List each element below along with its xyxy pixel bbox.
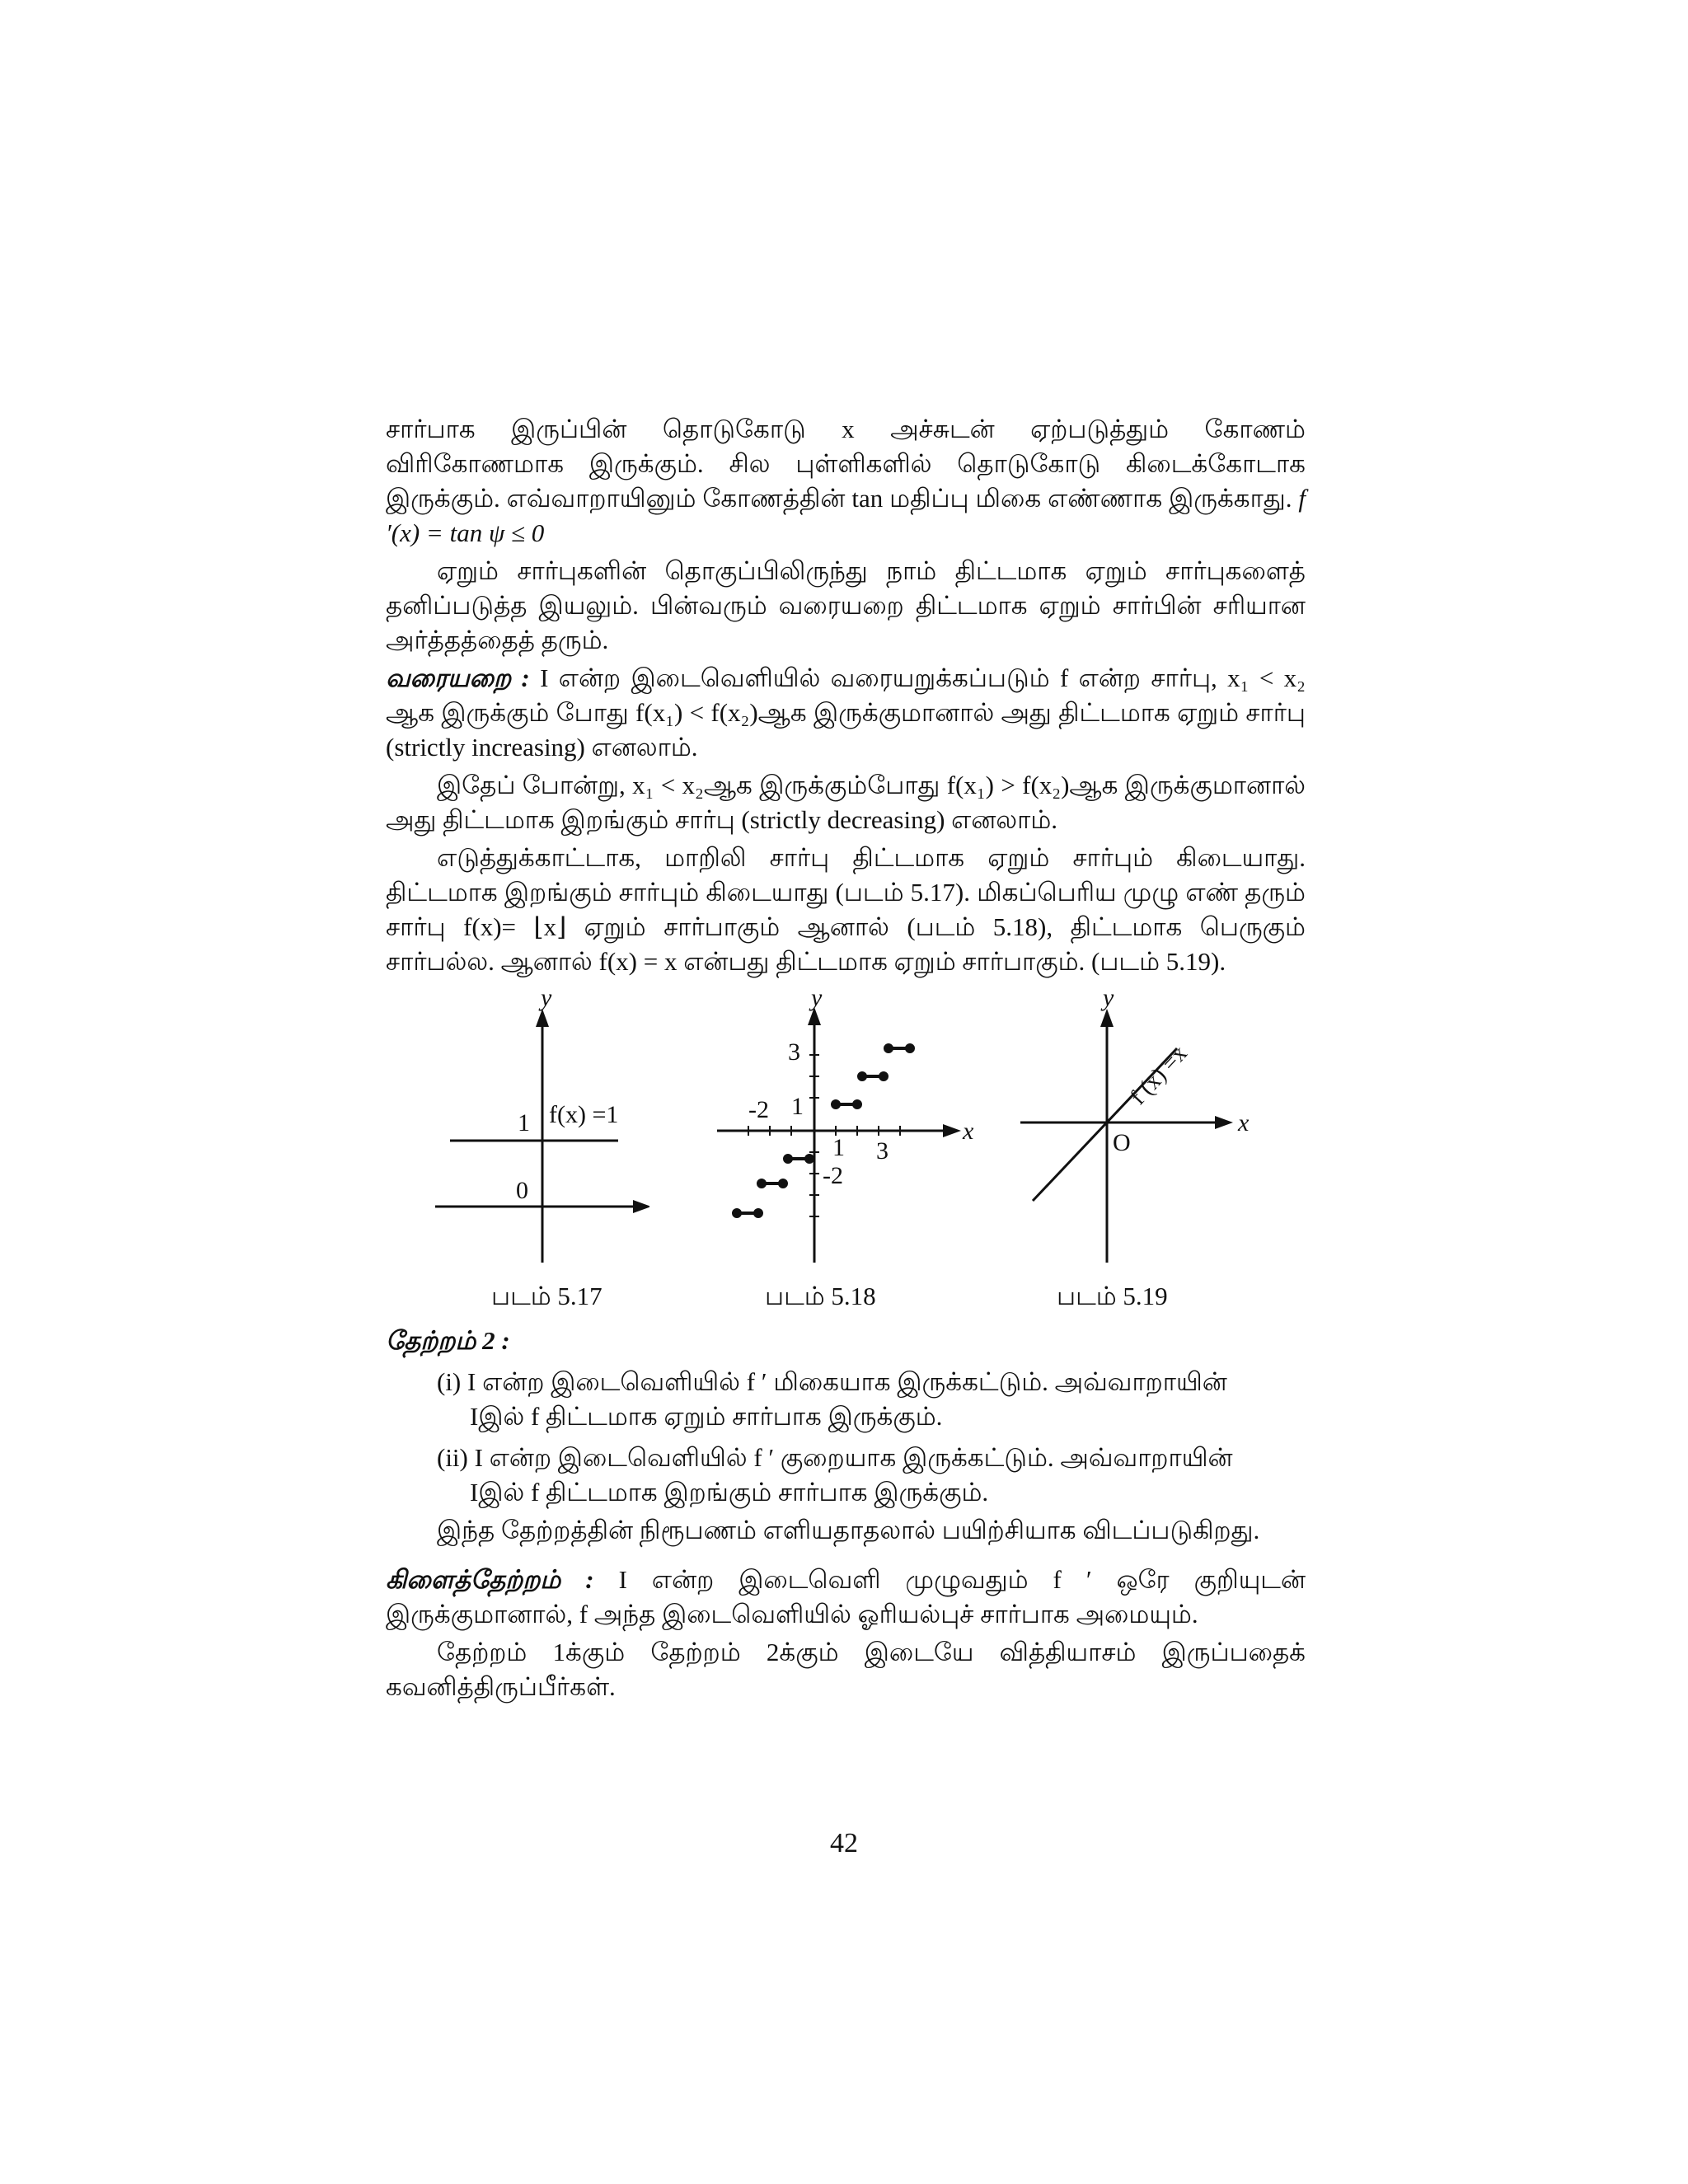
fig3-y-label: y — [1103, 991, 1114, 1011]
definition-text: I என்ற இடைவெளியில் வரையறுக்கப்படும் f என்ற சார்பு, x₁ < x₂ ஆக இருக்கும் போது f(x₁) < f(x₂)ஆக இருக்குமானால் அது திட்டமாக ஏறும் சார்பு (strictly increasing) எனலாம். — [386, 663, 1306, 762]
item-1-line-a: I என்ற இடைவெளியில் f ′ மிகையாக இருக்கட்டும். அவ்வாறாயின் — [467, 1367, 1227, 1396]
fig3-origin: O — [1113, 1129, 1131, 1156]
corollary-label: கிளைத்தேற்றம் : — [386, 1565, 594, 1594]
item-1-line-b: Iஇல் f திட்டமாக ஏறும் சார்பாக இருக்கும். — [470, 1402, 943, 1431]
fig2-xtick-1: 1 — [832, 1134, 845, 1161]
fig2-y-label: y — [811, 991, 823, 1011]
fig2-tick-neg2: -2 — [748, 1096, 769, 1123]
item-2-line-b: Iஇல் f திட்டமாக இறங்கும் சார்பாக இருக்கும். — [470, 1478, 989, 1507]
theorem-2-title: தேற்றம் 2 : — [386, 1326, 510, 1355]
fig1-function-label: f(x) =1 — [549, 1101, 619, 1128]
fig1-label-one: 1 — [518, 1109, 530, 1137]
fig1-label-zero: 0 — [516, 1177, 528, 1204]
figure-5-19 — [1020, 991, 1268, 1279]
fig3-x-label: x — [1238, 1109, 1250, 1137]
fig2-tick-1: 1 — [791, 1093, 804, 1120]
figure-5-17 — [435, 991, 649, 1279]
fig3-line-label: f (x) =x — [1125, 1040, 1193, 1110]
figures-row — [386, 991, 1306, 1279]
item-2-number: (ii) — [437, 1443, 468, 1472]
figure-5-18 — [715, 991, 987, 1279]
proof-note: இந்த தேற்றத்தின் நிரூபணம் எளியதாதலால் பயிற்சியாக விடப்படுகிறது. — [437, 1516, 1260, 1544]
page-content — [386, 412, 1306, 1704]
paragraph-3: இதேப் போன்று, x₁ < x₂ஆக இருக்கும்போது f(x₁) > f(x₂)ஆக இருக்குமானால் அது திட்டமாக இறங்கும் சார்பு (strictly decreasing) எனலாம். — [386, 771, 1306, 834]
fig2-xtick-neg2: -2 — [823, 1162, 843, 1189]
paragraph-1 — [386, 412, 1306, 551]
paragraph-2: ஏறும் சார்புகளின் தொகுப்பிலிருந்து நாம் திட்டமாக ஏறும் சார்புகளைத் தனிப்படுத்த இயலும். பின்வரும் வரையறை திட்டமாக ஏறும் சார்பின் சரியான அர்த்தத்தைத் தரும். — [386, 556, 1306, 654]
paragraph-4: எடுத்துக்காட்டாக, மாறிலி சார்பு திட்டமாக ஏறும் சார்பும் கிடையாது. திட்டமாக இறங்கும் சார்பும் கிடையாது (படம் 5.17). மிகப்பெரிய முழு எண் தரும் சார்பு f(x)= ⌊x⌋ ஏறும் சார்பாகும் ஆனால் (படம் 5.18), திட்டமாக பெருகும் சார்பல்ல. ஆனால் f(x) = x என்பது திட்டமாக ஏறும் சார்பாகும். (படம் 5.19). — [386, 843, 1306, 976]
paragraph-1-text: சார்பாக இருப்பின் தொடுகோடு x அச்சுடன் ஏற்படுத்தும் கோணம் விரிகோணமாக இருக்கும். சில புள்ளிகளில் தொடுகோடு கிடைக்கோடாக இருக்கும். எவ்வாறாயினும் கோணத்தின் tan மதிப்பு மிகை எண்ணாக இருக்காது. — [386, 415, 1306, 513]
derivative-inequality: f ′(x) = tan ψ ≤ 0 — [386, 484, 1306, 547]
item-1-number: (i) — [437, 1367, 462, 1396]
fig2-x-label: x — [963, 1118, 974, 1145]
fig2-tick-3: 3 — [788, 1038, 800, 1066]
fig2-xtick-3: 3 — [876, 1137, 889, 1165]
closing-paragraph: தேற்றம் 1க்கும் தேற்றம் 2க்கும் இடையே வித்தியாசம் இருப்பதைக் கவனித்திருப்பீர்கள். — [386, 1638, 1306, 1701]
corollary-text: I என்ற இடைவெளி முழுவதும் f ′ ஒரே குறியுடன் இருக்குமானால், f அந்த இடைவெளியில் ஓரியல்புச் சார்பாக அமையும். — [386, 1565, 1306, 1629]
definition-label: வரையறை : — [386, 663, 530, 692]
page-number: 42 — [830, 1828, 858, 1858]
caption-5-18: படம் 5.18 — [765, 1282, 876, 1310]
theorem-2-item-2 — [386, 1441, 1306, 1510]
fig1-y-label: y — [541, 991, 552, 1011]
caption-5-19: படம் 5.19 — [1057, 1282, 1168, 1310]
corollary — [386, 1563, 1306, 1632]
definition — [386, 661, 1306, 765]
captions-row — [386, 1279, 1306, 1317]
item-2-line-a: I என்ற இடைவெளியில் f ′ குறையாக இருக்கட்டும். அவ்வாறாயின் — [474, 1443, 1233, 1472]
caption-5-17: படம் 5.17 — [491, 1282, 603, 1310]
theorem-2-item-1 — [386, 1365, 1306, 1434]
